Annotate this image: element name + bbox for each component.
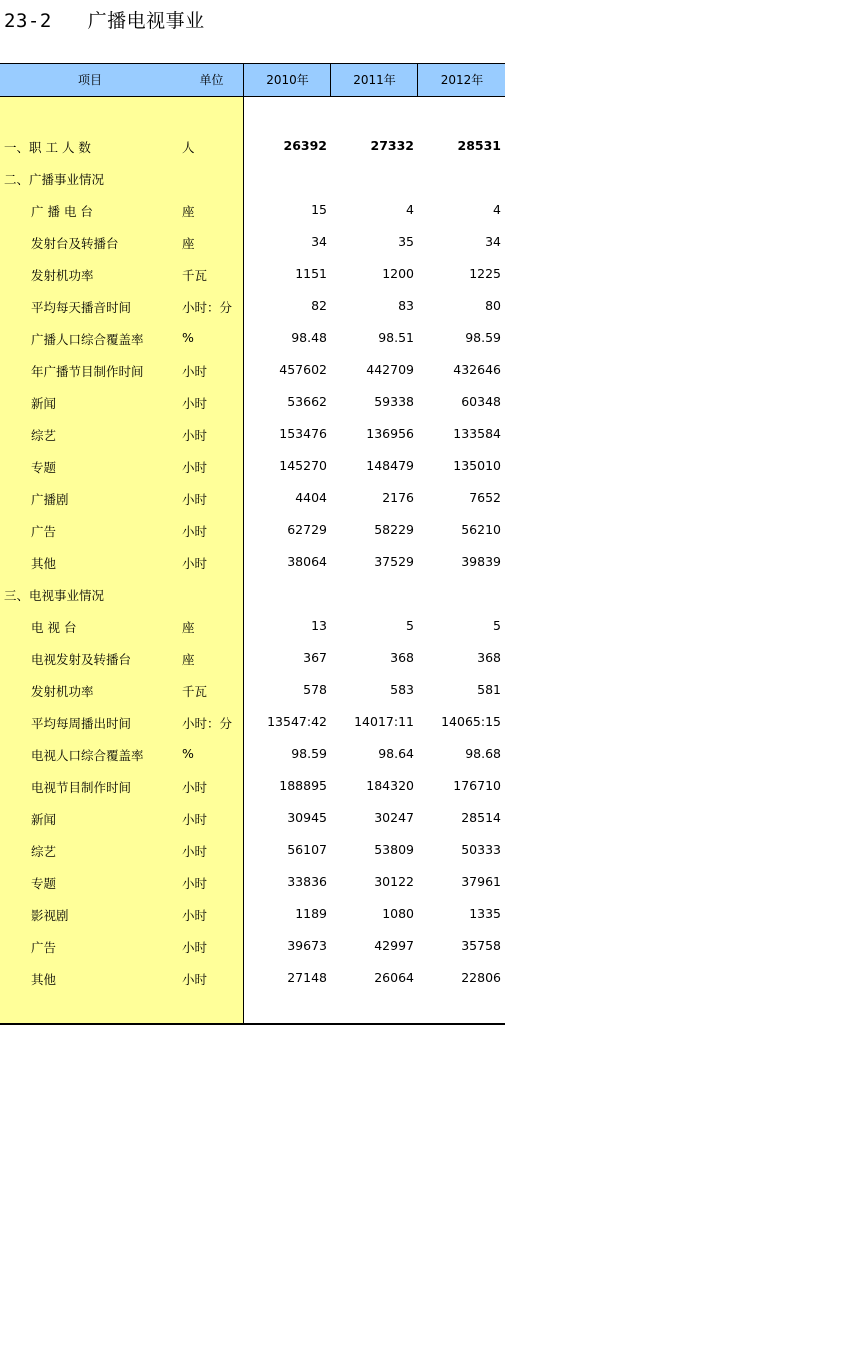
row-label: 平均每周播出时间 xyxy=(31,716,132,731)
row-unit: % xyxy=(182,330,194,345)
value-2012: 98.68 xyxy=(465,746,501,761)
row-unit: 小时 xyxy=(182,364,208,379)
row-label: 其他 xyxy=(31,972,57,987)
table-row xyxy=(0,865,505,897)
value-2011: 5 xyxy=(406,618,414,633)
table-row xyxy=(0,193,505,225)
row-label: 电视节目制作时间 xyxy=(31,780,132,795)
row-label: 综艺 xyxy=(31,428,57,443)
value-2011: 583 xyxy=(390,682,414,697)
row-unit: 小时 xyxy=(182,876,208,891)
table-row xyxy=(0,545,505,577)
table-row xyxy=(0,673,505,705)
row-unit: 小时 xyxy=(182,460,208,475)
row-unit: 座 xyxy=(182,652,195,667)
value-2012: 28531 xyxy=(457,138,501,153)
value-2011: 27332 xyxy=(370,138,414,153)
table-row xyxy=(0,577,505,609)
value-2012: 368 xyxy=(477,650,501,665)
statistics-table xyxy=(0,63,506,1025)
value-2012: 35758 xyxy=(461,938,501,953)
value-2011: 14017:11 xyxy=(354,714,414,729)
row-label: 其他 xyxy=(31,556,57,571)
row-label: 一、职 工 人 数 xyxy=(4,140,91,155)
table-row xyxy=(0,705,505,737)
table-bottom-border xyxy=(0,1023,505,1025)
value-2011: 2176 xyxy=(382,490,414,505)
page-title: 23-2 广播电视事业 xyxy=(4,10,205,32)
row-unit: 小时 xyxy=(182,908,208,923)
value-2012: 37961 xyxy=(461,874,501,889)
value-2011: 26064 xyxy=(374,970,414,985)
row-unit: 座 xyxy=(182,620,195,635)
value-2010: 13 xyxy=(311,618,327,633)
row-label: 广告 xyxy=(31,524,57,539)
value-2010: 578 xyxy=(303,682,327,697)
table-row xyxy=(0,417,505,449)
value-2012: 56210 xyxy=(461,522,501,537)
header-unit: 单位 xyxy=(199,73,224,87)
header-item: 项目 xyxy=(77,73,102,87)
table-row xyxy=(0,641,505,673)
row-unit: 小时 xyxy=(182,492,208,507)
row-label: 广播剧 xyxy=(31,492,69,507)
row-unit: 千瓦 xyxy=(182,684,208,699)
table-row xyxy=(0,961,505,993)
row-unit: 小时 xyxy=(182,428,208,443)
value-2010: 1189 xyxy=(295,906,327,921)
value-2012: 50333 xyxy=(461,842,501,857)
table-body xyxy=(0,129,505,993)
row-label: 年广播节目制作时间 xyxy=(31,364,144,379)
row-unit: 小时 xyxy=(182,556,208,571)
value-2012: 80 xyxy=(485,298,501,313)
value-2010: 188895 xyxy=(279,778,327,793)
value-2011: 368 xyxy=(390,650,414,665)
row-unit: % xyxy=(182,746,194,761)
header-year-2012: 2012年 xyxy=(417,64,506,96)
value-2012: 176710 xyxy=(453,778,501,793)
value-2010: 367 xyxy=(303,650,327,665)
value-2011: 53809 xyxy=(374,842,414,857)
table-row xyxy=(0,833,505,865)
row-label: 三、电视事业情况 xyxy=(4,588,105,603)
value-2012: 432646 xyxy=(453,362,501,377)
value-2012: 133584 xyxy=(453,426,501,441)
row-label: 影视剧 xyxy=(31,908,69,923)
value-2011: 30122 xyxy=(374,874,414,889)
row-unit: 小时 xyxy=(182,972,208,987)
value-2011: 98.64 xyxy=(378,746,414,761)
value-2010: 98.48 xyxy=(291,330,327,345)
value-2010: 98.59 xyxy=(291,746,327,761)
table-row xyxy=(0,737,505,769)
value-2011: 42997 xyxy=(374,938,414,953)
value-2012: 60348 xyxy=(461,394,501,409)
row-label: 专题 xyxy=(31,876,57,891)
row-unit: 千瓦 xyxy=(182,268,208,283)
value-2011: 442709 xyxy=(366,362,414,377)
row-label: 电视人口综合覆盖率 xyxy=(31,748,144,763)
table-row xyxy=(0,353,505,385)
value-2012: 7652 xyxy=(469,490,501,505)
row-label: 二、广播事业情况 xyxy=(4,172,105,187)
value-2010: 15 xyxy=(311,202,327,217)
value-2012: 5 xyxy=(493,618,501,633)
value-2012: 581 xyxy=(477,682,501,697)
value-2011: 1080 xyxy=(382,906,414,921)
value-2011: 58229 xyxy=(374,522,414,537)
header-year-2010: 2010年 xyxy=(243,64,331,96)
value-2010: 26392 xyxy=(283,138,327,153)
table-row xyxy=(0,801,505,833)
value-2010: 30945 xyxy=(287,810,327,825)
row-label: 电 视 台 xyxy=(31,620,77,635)
value-2010: 62729 xyxy=(287,522,327,537)
value-2011: 98.51 xyxy=(378,330,414,345)
value-2010: 153476 xyxy=(279,426,327,441)
row-unit: 小时 xyxy=(182,940,208,955)
value-2012: 22806 xyxy=(461,970,501,985)
row-label: 平均每天播音时间 xyxy=(31,300,132,315)
value-2010: 4404 xyxy=(295,490,327,505)
value-2012: 135010 xyxy=(453,458,501,473)
table-row xyxy=(0,513,505,545)
value-2010: 39673 xyxy=(287,938,327,953)
value-2010: 27148 xyxy=(287,970,327,985)
value-2010: 56107 xyxy=(287,842,327,857)
row-unit: 小时：分 xyxy=(182,300,233,315)
table-row xyxy=(0,897,505,929)
value-2011: 184320 xyxy=(366,778,414,793)
row-unit: 座 xyxy=(182,236,195,251)
table-row xyxy=(0,321,505,353)
table-header xyxy=(0,63,505,97)
row-label: 广播人口综合覆盖率 xyxy=(31,332,144,347)
row-unit: 小时：分 xyxy=(182,716,233,731)
row-label: 电视发射及转播台 xyxy=(31,652,132,667)
value-2011: 37529 xyxy=(374,554,414,569)
value-2011: 30247 xyxy=(374,810,414,825)
value-2010: 33836 xyxy=(287,874,327,889)
row-unit: 人 xyxy=(182,140,195,155)
row-label: 综艺 xyxy=(31,844,57,859)
value-2012: 39839 xyxy=(461,554,501,569)
table-row xyxy=(0,769,505,801)
value-2011: 59338 xyxy=(374,394,414,409)
row-label: 新闻 xyxy=(31,812,57,827)
table-row xyxy=(0,609,505,641)
row-label: 发射台及转播台 xyxy=(31,236,119,251)
value-2012: 28514 xyxy=(461,810,501,825)
table-row xyxy=(0,289,505,321)
row-label: 发射机功率 xyxy=(31,268,94,283)
row-label: 新闻 xyxy=(31,396,57,411)
table-row xyxy=(0,257,505,289)
row-unit: 座 xyxy=(182,204,195,219)
value-2012: 4 xyxy=(493,202,501,217)
row-label: 发射机功率 xyxy=(31,684,94,699)
value-2011: 1200 xyxy=(382,266,414,281)
value-2011: 136956 xyxy=(366,426,414,441)
value-2010: 1151 xyxy=(295,266,327,281)
row-unit: 小时 xyxy=(182,844,208,859)
row-label: 广告 xyxy=(31,940,57,955)
value-2010: 38064 xyxy=(287,554,327,569)
value-2010: 34 xyxy=(311,234,327,249)
row-unit: 小时 xyxy=(182,396,208,411)
table-row xyxy=(0,129,505,161)
row-unit: 小时 xyxy=(182,524,208,539)
table-row xyxy=(0,161,505,193)
value-2011: 35 xyxy=(398,234,414,249)
value-2010: 145270 xyxy=(279,458,327,473)
table-row xyxy=(0,225,505,257)
table-row xyxy=(0,449,505,481)
table-row xyxy=(0,481,505,513)
value-2010: 82 xyxy=(311,298,327,313)
value-2010: 53662 xyxy=(287,394,327,409)
value-2011: 4 xyxy=(406,202,414,217)
value-2012: 1335 xyxy=(469,906,501,921)
value-2012: 34 xyxy=(485,234,501,249)
table-row xyxy=(0,929,505,961)
value-2011: 83 xyxy=(398,298,414,313)
row-label: 专题 xyxy=(31,460,57,475)
value-2010: 13547:42 xyxy=(267,714,327,729)
header-year-2011: 2011年 xyxy=(330,64,418,96)
value-2012: 98.59 xyxy=(465,330,501,345)
row-unit: 小时 xyxy=(182,812,208,827)
value-2011: 148479 xyxy=(366,458,414,473)
row-unit: 小时 xyxy=(182,780,208,795)
table-row xyxy=(0,385,505,417)
value-2012: 14065:15 xyxy=(441,714,501,729)
row-label: 广 播 电 台 xyxy=(31,204,93,219)
value-2012: 1225 xyxy=(469,266,501,281)
value-2010: 457602 xyxy=(279,362,327,377)
